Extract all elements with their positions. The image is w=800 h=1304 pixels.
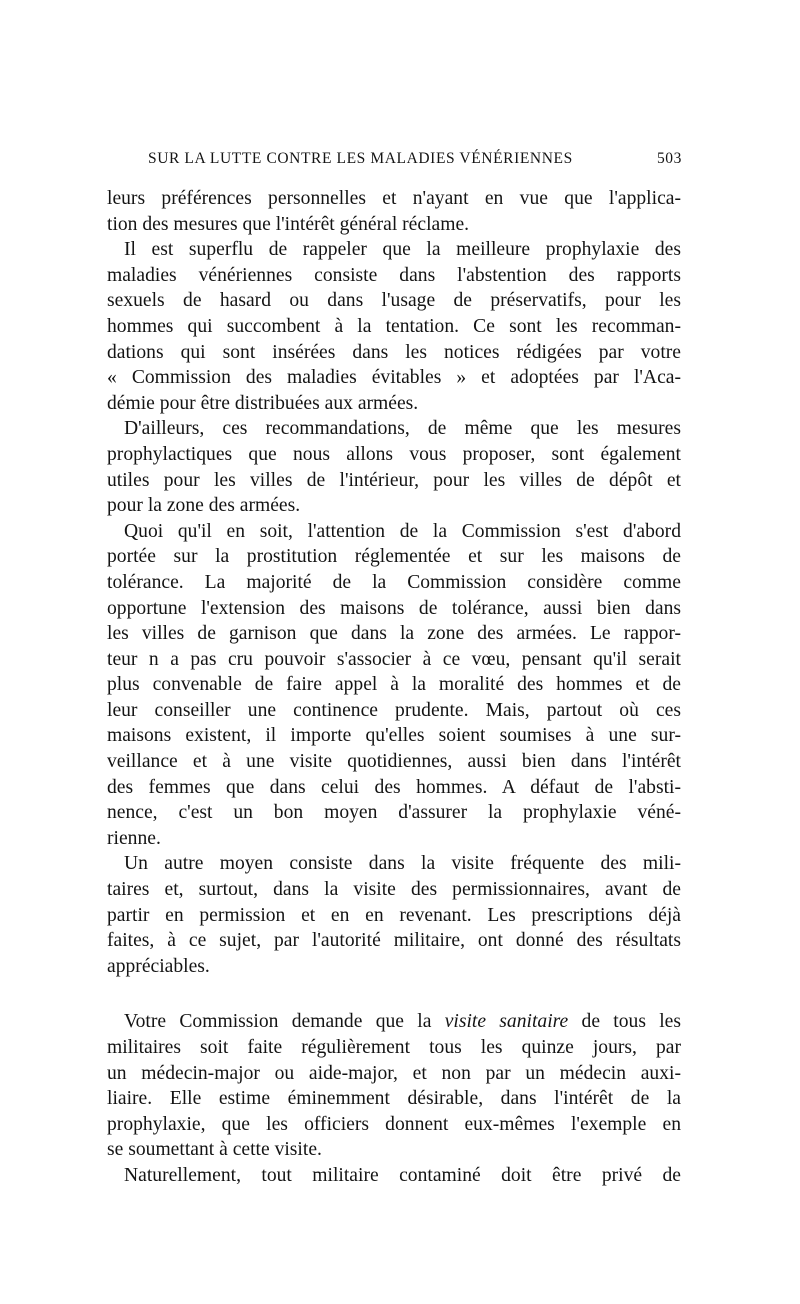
text-line: faites, à ce sujet, par l'autorité militaire, ont donné des résultats (107, 930, 681, 952)
text-line: prophylaxie, que les officiers donnent eux-mêmes l'exemple en (107, 1113, 681, 1135)
text-line: rienne. (107, 827, 161, 849)
text-line: hommes qui succombent à la tentation. Ce sont les recomman- (107, 315, 681, 337)
text-line: leurs préférences personnelles et n'ayant en vue que l'applica- (107, 188, 681, 209)
text-line: dations qui sont insérées dans les notices rédigées par votre (107, 341, 681, 363)
text-line: veillance et à une visite quotidiennes, aussi bien dans l'intérêt (107, 751, 681, 773)
text-line: liaire. Elle estime éminemment désirable, dans l'intérêt de la (107, 1088, 681, 1110)
text-fragment: de tous les (581, 1011, 681, 1033)
text-line: maladies vénériennes consiste dans l'abstention des rapports (107, 264, 681, 286)
italic-term: visite sanitaire (444, 1011, 569, 1033)
text-fragment: Votre Commission demande que la (124, 1011, 432, 1033)
text-line: opportune l'extension des maisons de tolérance, aussi bien dans (107, 597, 681, 619)
text-line: des femmes que dans celui des hommes. A défaut de l'absti- (107, 776, 681, 798)
body-text (107, 186, 681, 1189)
text-line: prophylactiques que nous allons vous proposer, sont également (107, 443, 681, 465)
text-line: militaires soit faite régulièrement tous les quinze jours, par (107, 1037, 681, 1058)
text-line: partir en permission et en en revenant. Les prescriptions déjà (107, 904, 681, 926)
text-line: utiles pour les villes de l'intérieur, pour les villes de dépôt et (107, 469, 681, 491)
text-line: Naturellement, tout militaire contaminé doit être privé de (124, 1164, 681, 1186)
text-line: sexuels de hasard ou dans l'usage de préservatifs, pour les (107, 290, 681, 312)
running-head-title: SUR LA LUTTE CONTRE LES MALADIES VÉNÉRIENNES (148, 150, 573, 167)
page-number: 503 (656, 150, 682, 167)
text-line: se soumettant à cette visite. (107, 1139, 322, 1161)
text-line: D'ailleurs, ces recommandations, de même que les mesures (124, 418, 681, 440)
text-line: Un autre moyen consiste dans la visite fréquente des mili- (124, 853, 681, 875)
text-line: Quoi qu'il en soit, l'attention de la Commission s'est d'abord (124, 520, 681, 542)
text-line: tion des mesures que l'intérêt général réclame. (107, 213, 470, 235)
text-line: nence, c'est un bon moyen d'assurer la prophylaxie véné- (107, 802, 681, 824)
text-line: les villes de garnison que dans la zone des armées. Le rappor- (107, 623, 681, 645)
text-line: Il est superflu de rappeler que la meilleure prophylaxie des (124, 239, 681, 261)
text-line: teur n a pas cru pouvoir s'associer à ce vœu, pensant qu'il serait (107, 648, 681, 670)
section-gap (107, 979, 681, 1009)
text-line: appréciables. (107, 955, 210, 977)
running-head (148, 150, 682, 172)
text-line: plus convenable de faire appel à la moralité des hommes et de (107, 674, 681, 696)
text-line (107, 1009, 681, 1035)
text-line: pour la zone des armées. (107, 495, 301, 517)
text-line: « Commission des maladies évitables » et adoptées par l'Aca- (107, 367, 681, 389)
text-line: tolérance. La majorité de la Commission considère comme (107, 571, 681, 593)
text-line: démie pour être distribuées aux armées. (107, 392, 419, 414)
text-line: leur conseiller une continence prudente. Mais, partout où ces (107, 699, 681, 721)
text-line: portée sur la prostitution réglementée et sur les maisons de (107, 546, 681, 568)
text-line: un médecin-major ou aide-major, et non par un médecin auxi- (107, 1062, 681, 1084)
text-line: taires et, surtout, dans la visite des permissionnaires, avant de (107, 879, 681, 901)
text-line: maisons existent, il importe qu'elles soient soumises à une sur- (107, 725, 681, 747)
